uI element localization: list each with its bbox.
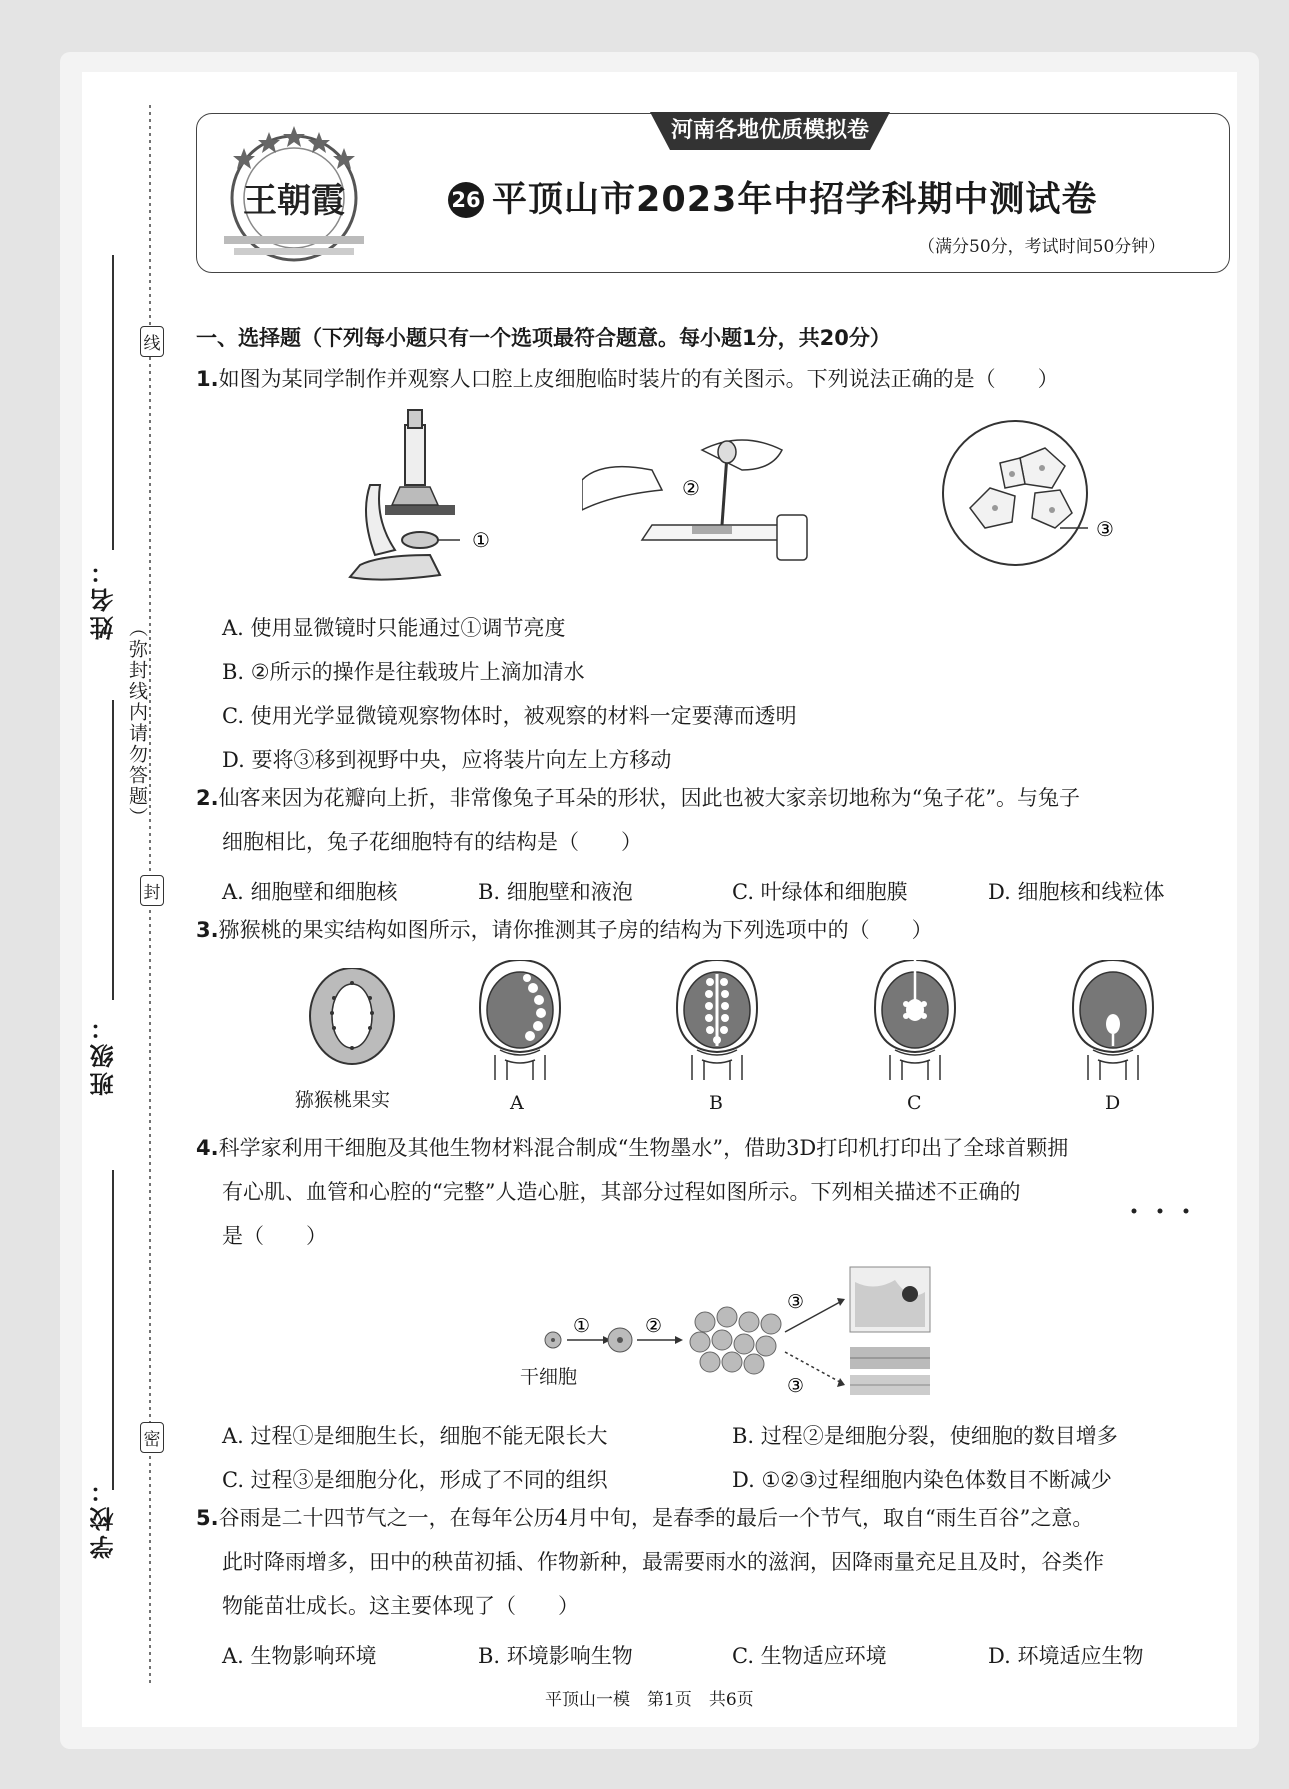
ovary-option-d-label: D — [1105, 1092, 1121, 1114]
question-5-line1: 谷雨是二十四节气之一，在每年公历4月中旬，是春季的最后一个节气，取自“雨生百谷”之意。 — [218, 1506, 1094, 1530]
stem-cell-label: 干细胞 — [520, 1366, 578, 1388]
exam-title-text: 平顶山市2023年中招学科期中测试卷 — [492, 180, 1098, 220]
q4-option-d[interactable]: D. ①②③过程细胞内染色体数目不断减少 — [732, 1468, 1112, 1492]
q5-option-a[interactable]: A. 生物影响环境 — [222, 1644, 377, 1668]
stem-cell-process-figure — [515, 1262, 935, 1412]
class-label: 班级： — [90, 1012, 118, 1096]
question-2: 2.仙客来因为花瓣向上折，非常像兔子耳朵的形状，因此也被大家亲切地称为“兔子花”。与兔子 — [196, 786, 1081, 810]
page-footer: 平顶山一模 第1页 共6页 — [545, 1690, 754, 1710]
question-4-line3: 是（ ） — [222, 1224, 327, 1248]
section-heading: 一、选择题（下列每小题只有一个选项最符合题意。每小题1分，共20分） — [196, 326, 891, 350]
cell-view-figure — [940, 418, 1130, 568]
ovary-option-c-figure — [870, 960, 960, 1080]
school-field[interactable] — [112, 1170, 114, 1490]
q4-option-c[interactable]: C. 过程③是细胞分化，形成了不同的组织 — [222, 1468, 608, 1492]
exam-title — [448, 172, 1097, 222]
question-4-line2: 有心肌、血管和心腔的“完整”人造心脏，其部分过程如图所示。下列相关描述不正确的 — [222, 1180, 1021, 1204]
question-5-line2: 此时降雨增多，田中的秧苗初插、作物新种，最需要雨水的滋润，因降雨量充足且及时，谷类作 — [222, 1550, 1104, 1574]
fig-label-3: ③ — [1096, 517, 1114, 541]
kiwi-fruit-label: 猕猴桃果实 — [295, 1089, 391, 1111]
logo — [214, 118, 374, 268]
question-2-line2: 细胞相比，兔子花细胞特有的结构是（ ） — [222, 830, 642, 854]
name-field[interactable] — [112, 255, 114, 550]
question-1-text: 如图为某同学制作并观察人口腔上皮细胞临时装片的有关图示。下列说法正确的是（ ） — [218, 367, 1059, 391]
ovary-option-b-label: B — [709, 1092, 723, 1114]
binding-notice: （弥封线内请勿答题） — [126, 618, 148, 828]
fig-label-1: ① — [472, 528, 490, 552]
process-label-2: ② — [645, 1315, 663, 1337]
question-3-text: 猕猴桃的果实结构如图所示，请你推测其子房的结构为下列选项中的（ ） — [218, 918, 933, 942]
question-4: 4.科学家利用干细胞及其他生物材料混合制成“生物墨水”，借助3D打印机打印出了全球首颗拥 — [196, 1136, 1069, 1160]
process-label-3b: ③ — [787, 1375, 805, 1397]
emphasis-dots — [1128, 1206, 1198, 1216]
binding-label-line: 线 — [140, 326, 164, 357]
q2-option-a[interactable]: A. 细胞壁和细胞核 — [222, 880, 398, 904]
question-5-line3: 物能苗壮成长。这主要体现了（ ） — [222, 1594, 579, 1618]
q1-option-d[interactable]: D. 要将③移到视野中央，应将装片向左上方移动 — [222, 748, 672, 772]
kiwi-fruit-figure — [300, 968, 410, 1068]
process-label-1: ① — [573, 1315, 591, 1337]
q2-option-d[interactable]: D. 细胞核和线粒体 — [988, 880, 1165, 904]
question-3: 3.猕猴桃的果实结构如图所示，请你推测其子房的结构为下列选项中的（ ） — [196, 918, 933, 942]
paper-number-badge: 26 — [448, 182, 484, 218]
question-4-line1: 科学家利用干细胞及其他生物材料混合制成“生物墨水”，借助3D打印机打印出了全球首颗拥 — [218, 1136, 1069, 1160]
question-5: 5.谷雨是二十四节气之一，在每年公历4月中旬，是春季的最后一个节气，取自“雨生百谷”之意。 — [196, 1506, 1094, 1530]
q1-option-b[interactable]: B. ②所示的操作是往载玻片上滴加清水 — [222, 660, 585, 684]
q2-option-b[interactable]: B. 细胞壁和液泡 — [478, 880, 633, 904]
q4-option-b[interactable]: B. 过程②是细胞分裂，使细胞的数目增多 — [732, 1424, 1118, 1448]
q4-option-a[interactable]: A. 过程①是细胞生长，细胞不能无限长大 — [222, 1424, 608, 1448]
ovary-option-c-label: C — [907, 1092, 922, 1114]
ovary-option-a-figure — [475, 960, 565, 1080]
dropper-figure — [582, 430, 822, 570]
ovary-option-b-figure — [672, 960, 762, 1080]
q5-option-d[interactable]: D. 环境适应生物 — [988, 1644, 1144, 1668]
q5-option-c[interactable]: C. 生物适应环境 — [732, 1644, 887, 1668]
q1-option-c[interactable]: C. 使用光学显微镜观察物体时，被观察的材料一定要薄而透明 — [222, 704, 797, 728]
binding-label-seal: 封 — [140, 875, 164, 906]
q2-option-c[interactable]: C. 叶绿体和细胞膜 — [732, 880, 908, 904]
ovary-option-a-label: A — [510, 1092, 524, 1114]
exam-subtitle: （满分50分，考试时间50分钟） — [918, 237, 1166, 257]
name-label: 姓名： — [90, 556, 118, 640]
fig-label-2: ② — [682, 476, 700, 500]
microscope-figure — [320, 405, 500, 585]
binding-label-secret: 密 — [140, 1422, 164, 1453]
ovary-option-d-figure — [1068, 960, 1158, 1080]
banner-text: 河南各地优质模拟卷 — [670, 118, 869, 143]
question-1: 1.如图为某同学制作并观察人口腔上皮细胞临时装片的有关图示。下列说法正确的是（ ） — [196, 367, 1059, 391]
class-field-top — [112, 700, 114, 1000]
q5-option-b[interactable]: B. 环境影响生物 — [478, 1644, 633, 1668]
question-2-line1: 仙客来因为花瓣向上折，非常像兔子耳朵的形状，因此也被大家亲切地称为“兔子花”。与兔子 — [218, 786, 1081, 810]
school-label: 学校： — [90, 1475, 118, 1559]
q1-option-a[interactable]: A. 使用显微镜时只能通过①调节亮度 — [222, 616, 566, 640]
process-label-3a: ③ — [787, 1291, 805, 1313]
svg-text:王朝霞: 王朝霞 — [243, 181, 345, 221]
